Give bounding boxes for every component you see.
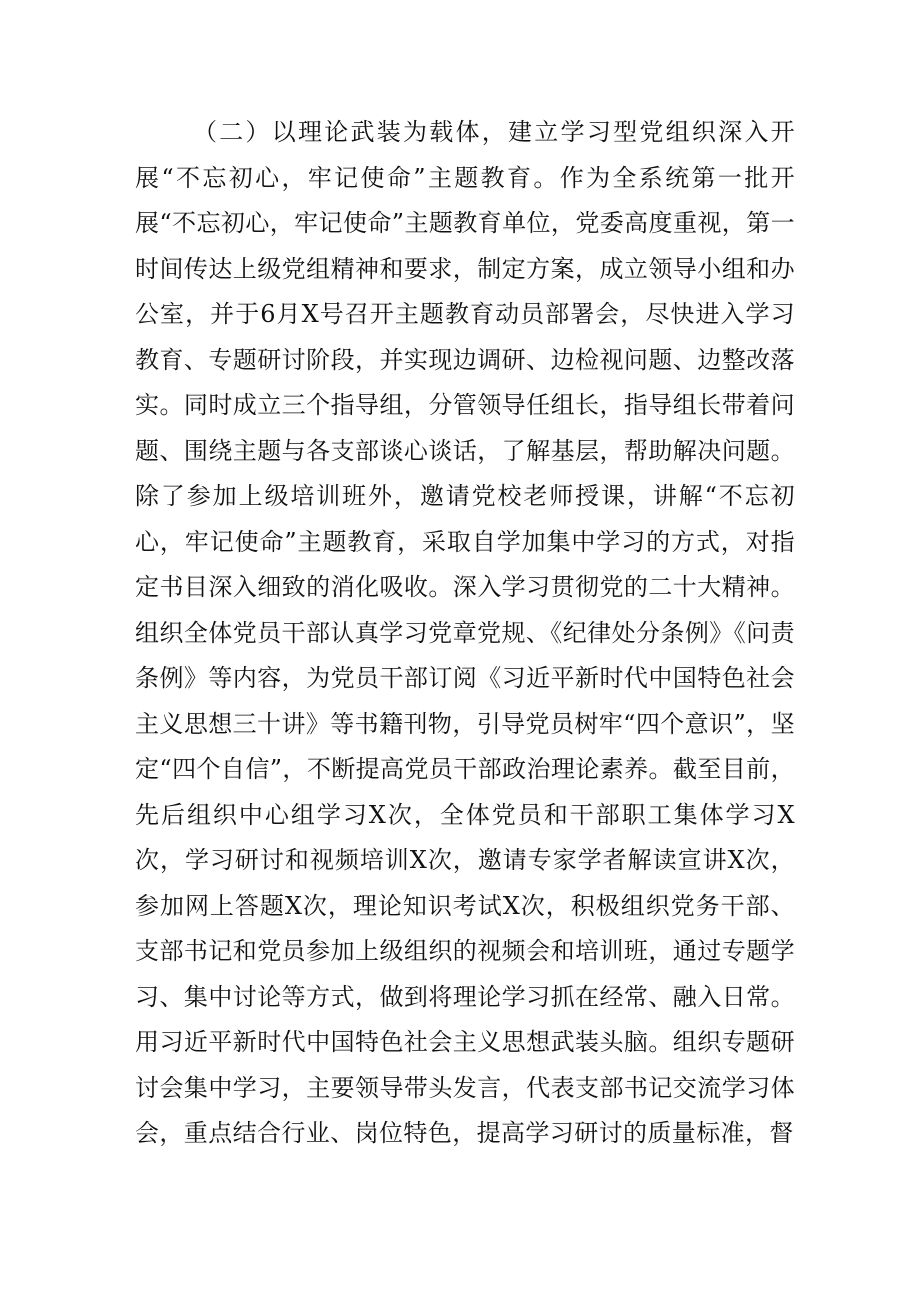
- body-paragraph: （二）以理论武装为载体，建立学习型党组织深入开展“不忘初心，牢记使命”主题教育。作为全系统第一批开展“不忘初心，牢记使命”主题教育单位，党委高度重视，第一时间传达上级党组精神和要求，制定方案，成立领导小组和办公室，并于6月X号召开主题教育动员部署会，尽快进入学习教育、专题研讨阶段，并实现边调研、边检视问题、边整改落实。同时成立三个指导组，分管领导任组长，指导组长带着问题、围绕主题与各支部谈心谈话，了解基层，帮助解决问题。除了参加上级培训班外，邀请党校老师授课，讲解“不忘初心，牢记使命”主题教育，采取自学加集中学习的方式，对指定书目深入细致的消化吸收。深入学习贯彻党的二十大精神。组织全体党员干部认真学习党章党规、《纪律处分条例》《问责条例》等内容，为党员干部订阅《习近平新时代中国特色社会主义思想三十讲》等书籍刊物，引导党员树牢“四个意识”，坚定“四个自信”，不断提高党员干部政治理论素养。截至目前，先后组织中心组学习X次，全体党员和干部职工集体学习X次，学习研讨和视频培训X次，邀请专家学者解读宣讲X次，参加网上答题X次，理论知识考试X次，积极组织党务干部、支部书记和党员参加上级组织的视频会和培训班，通过专题学习、集中讨论等方式，做到将理论学习抓在经常、融入日常。用习近平新时代中国特色社会主义思想武装头脑。组织专题研讨会集中学习，主要领导带头发言，代表支部书记交流学习体会，重点结合行业、岗位特色，提高学习研讨的质量标准，督: [135, 118, 795, 1147]
